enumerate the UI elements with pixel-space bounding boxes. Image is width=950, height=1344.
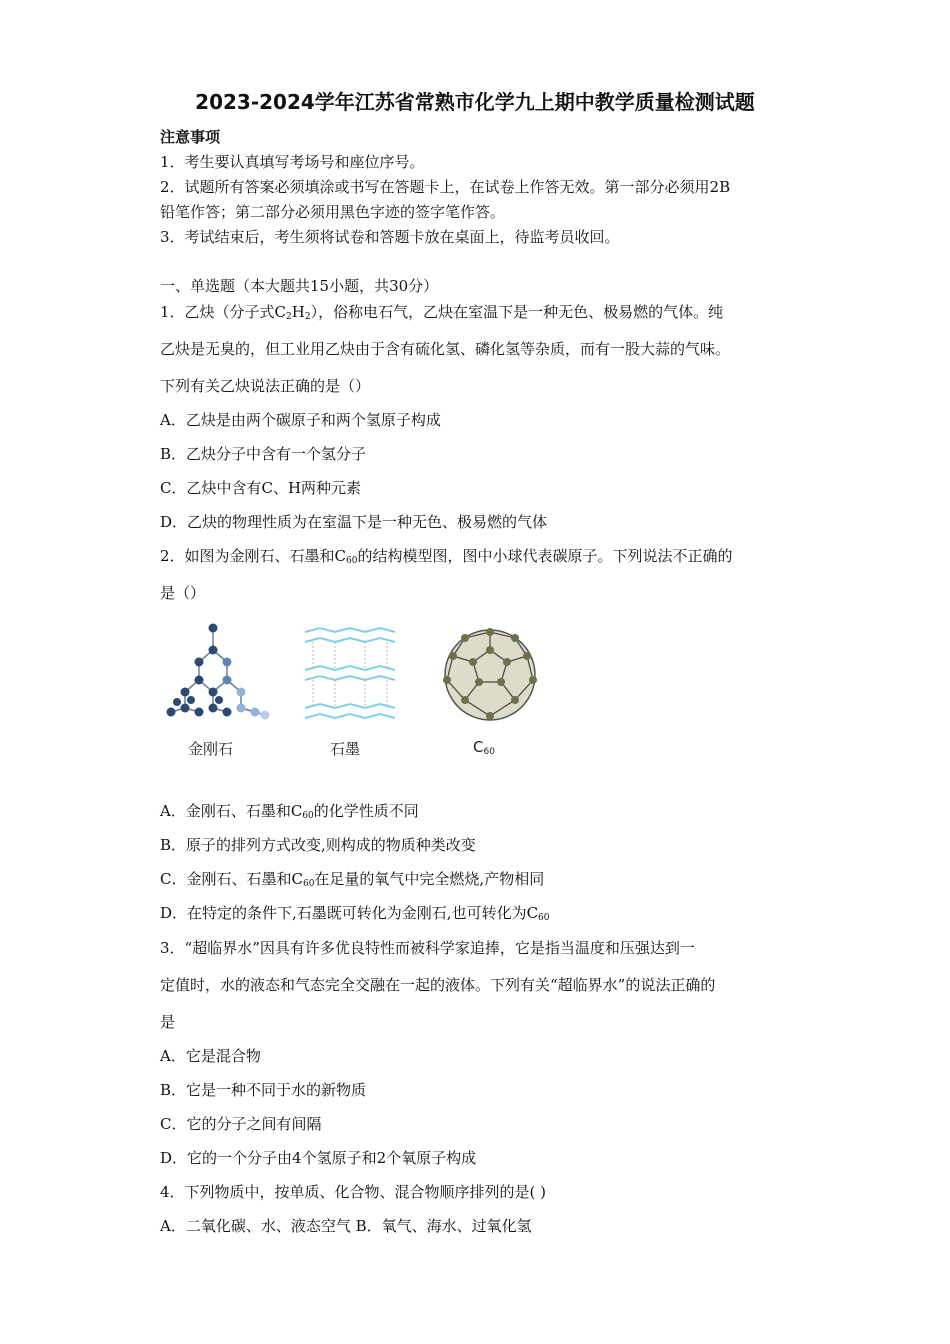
q2-line-1: [160, 546, 733, 571]
q3-option-b: B．它是一种不同于水的新物质: [160, 1081, 367, 1099]
q2-option-a: [160, 801, 419, 826]
caption-c60-sub: 60: [483, 747, 495, 757]
notice-item-1: 1．考生要认真填写考场号和座位序号。: [160, 153, 425, 171]
caption-graphite: 石墨: [330, 740, 361, 758]
q2-option-d-sub: 60: [538, 913, 550, 923]
q2-line-2: 是（）: [160, 584, 206, 602]
caption-c60-c: C: [473, 738, 484, 756]
q2-option-b: B．原子的排列方式改变,则构成的物质种类改变: [160, 836, 476, 854]
q4-options: A．二氧化碳、水、液态空气 B．氧气、海水、过氧化氢: [160, 1217, 532, 1235]
q1-line-2: 乙炔是无臭的，但工业用乙炔由于含有硫化氢、磷化氢等杂质，而有一股大蒜的气味。: [160, 340, 731, 358]
q3-line-1: 3．“超临界水”因具有许多优良特性而被科学家追捧，它是指当温度和压强达到一: [160, 939, 695, 957]
section-heading: 一、单选题（本大题共15小题，共30分）: [160, 277, 439, 295]
q2-option-c-text: C．金刚石、石墨和C: [160, 870, 303, 888]
q1-option-c: C．乙炔中含有C、H两种元素: [160, 479, 362, 497]
notice-item-3: 3．考试结束后，考生须将试卷和答题卡放在桌面上，待监考员收回。: [160, 228, 620, 246]
q1-line-3: 下列有关乙炔说法正确的是（）: [160, 377, 371, 395]
q4-line-1: 4．下列物质中，按单质、化合物、混合物顺序排列的是( ): [160, 1183, 547, 1201]
q2-text-b: 的结构模型图，图中小球代表碳原子。下列说法不正确的: [357, 547, 733, 565]
q1-sub-2: 2: [304, 312, 311, 322]
q3-option-c: C．它的分子之间有间隔: [160, 1115, 322, 1133]
q1-sub-1: 2: [286, 312, 292, 322]
q2-option-d-text: D．在特定的条件下,石墨既可转化为金刚石,也可转化为C: [160, 904, 539, 922]
q1-option-b: B．乙炔分子中含有一个氢分子: [160, 445, 367, 463]
notice-item-2-cont: 铅笔作答；第二部分必须用黑色字迹的签字笔作答。: [160, 203, 506, 221]
q1-text-a: 1．乙炔（分子式C: [160, 303, 287, 321]
diamond-model: [167, 624, 270, 720]
page-title: 2023-2024学年江苏省常熟市化学九上期中教学质量检测试题: [195, 90, 755, 114]
q2-option-c-tail: 在足量的氧气中完全燃烧,产物相同: [314, 870, 545, 888]
q3-line-3: 是: [160, 1013, 176, 1031]
notice-item-2: 2．试题所有答案必须填涂或书写在答题卡上，在试卷上作答无效。第一部分必须用2B: [160, 178, 731, 196]
caption-c60: [473, 738, 495, 757]
c60-model: [443, 628, 537, 720]
graphite-model: [305, 628, 395, 718]
caption-diamond: 金刚石: [188, 740, 234, 758]
q2-option-a-text: A．金刚石、石墨和C: [160, 802, 303, 820]
q2-option-c-sub: 60: [302, 879, 315, 889]
q1-option-a: A．乙炔是由两个碳原子和两个氢原子构成: [160, 411, 441, 429]
q3-option-a: A．它是混合物: [160, 1047, 261, 1065]
q1-option-d: D．乙炔的物理性质为在室温下是一种无色、极易燃的气体: [160, 513, 548, 531]
carbon-models-svg: [155, 620, 555, 730]
q2-option-a-tail: 的化学性质不同: [313, 802, 419, 820]
q2-option-c: [160, 869, 544, 894]
q2-text-a: 2．如图为金刚石、石墨和C: [160, 547, 347, 565]
q1-text-c: ），俗称电石气，乙炔在室温下是一种无色、极易燃的气体。纯: [310, 303, 724, 321]
q2-sub: 60: [346, 556, 358, 566]
q3-option-d: D．它的一个分子由4个氢原子和2个氧原子构成: [160, 1149, 477, 1167]
q1-line-1: [160, 302, 723, 327]
carbon-structures-figure: [155, 620, 555, 770]
q2-option-a-sub: 60: [302, 811, 314, 821]
q1-text-b: H: [291, 303, 305, 321]
q3-line-2: 定值时，水的液态和气态完全交融在一起的液体。下列有关“超临界水”的说法正确的: [160, 976, 716, 994]
notice-heading: 注意事项: [160, 128, 221, 146]
q2-option-d: [160, 903, 550, 928]
